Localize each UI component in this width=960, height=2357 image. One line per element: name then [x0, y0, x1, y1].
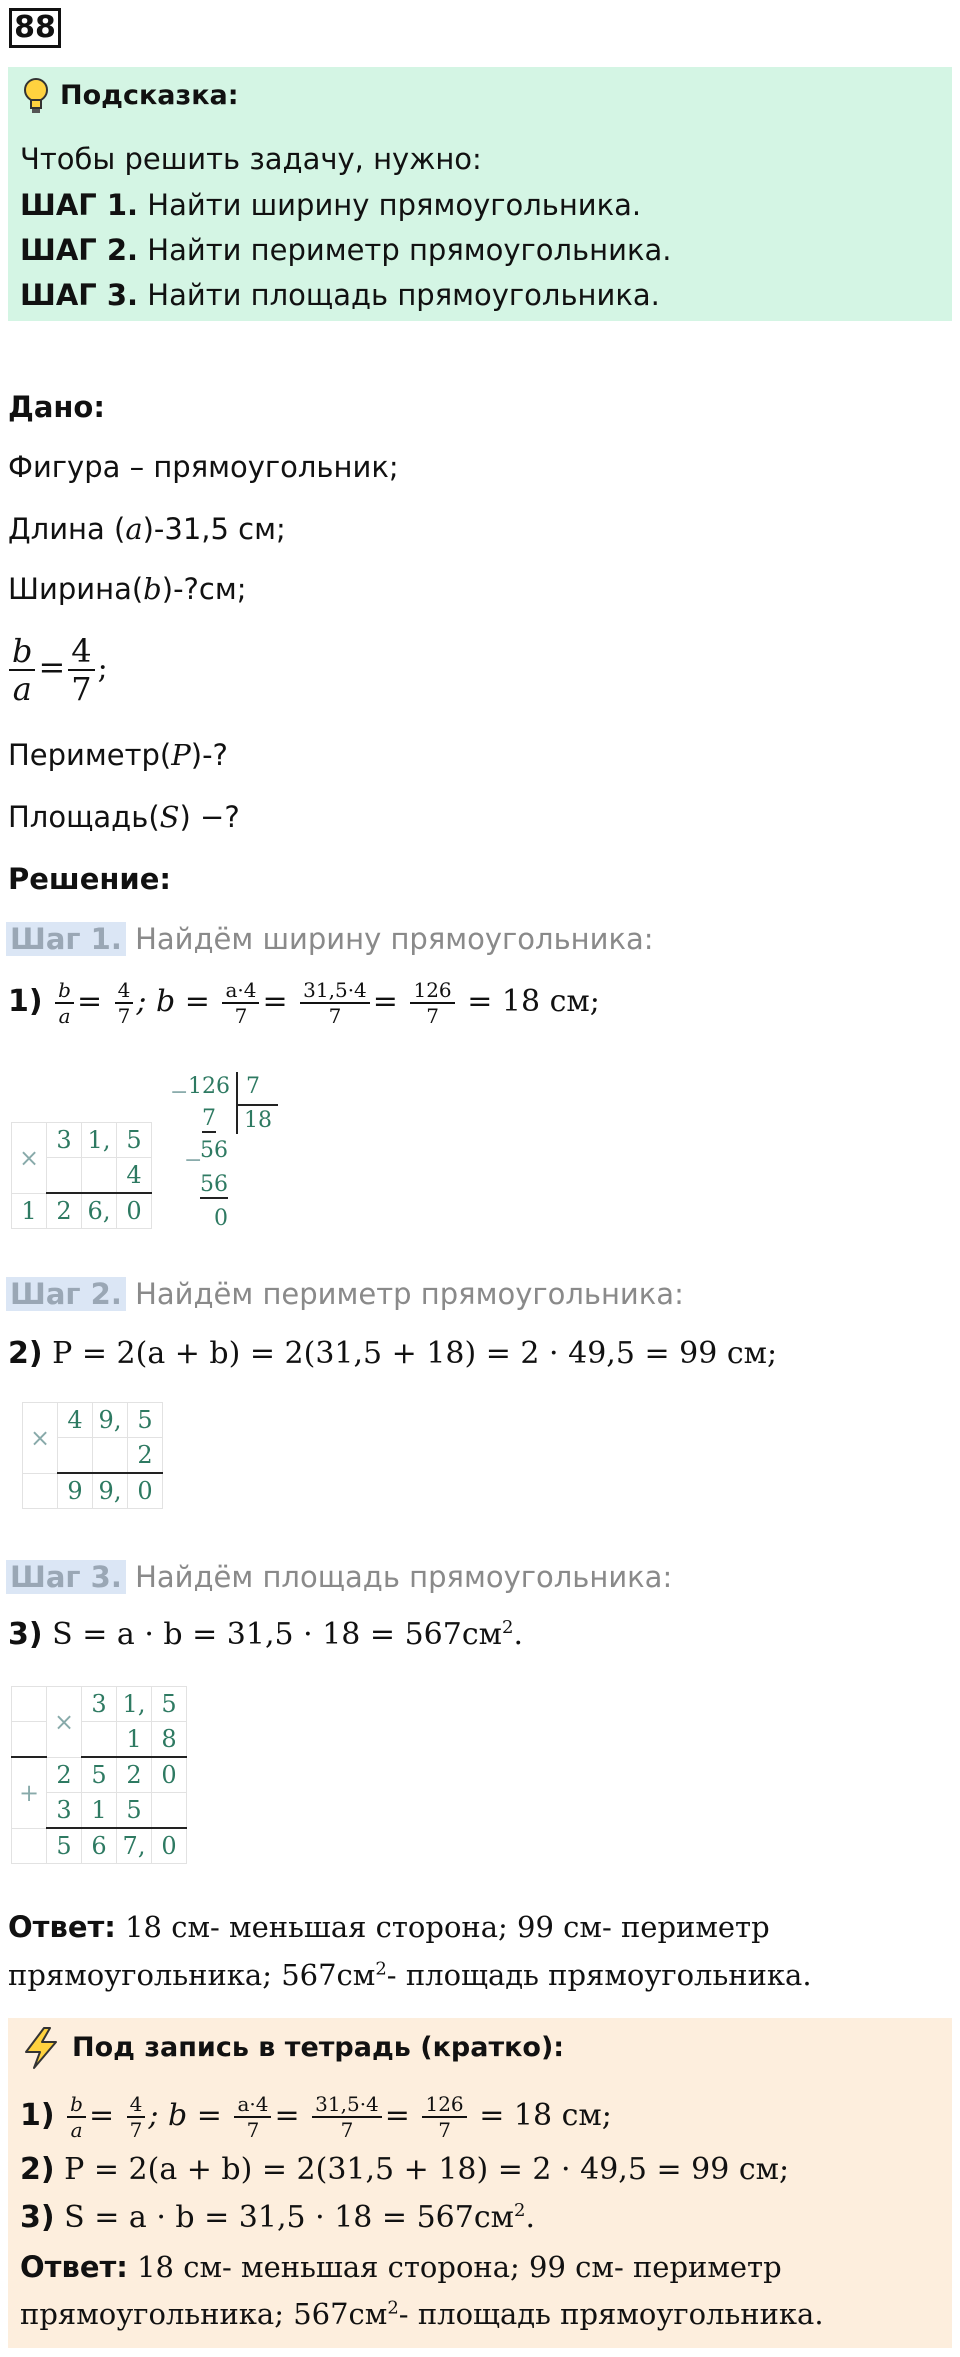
frac-den: a	[70, 2118, 83, 2142]
ratio-left	[9, 632, 35, 708]
equation-1: 1) $\frac{b}{a}$ = $\frac{4}{7}$ ; b = $\frac{a\cdot 4}{7}$ = $\frac{31,5\cdot 4}{7}$ = $\frac{126}{7}$ = 18 см;	[8, 978, 600, 1028]
calc-cell: 8	[152, 1722, 187, 1758]
calc-cell: 2	[47, 1193, 82, 1229]
calc-cell: 9,	[93, 1473, 128, 1509]
step-text: Найдём площадь прямоугольника:	[135, 1560, 673, 1594]
calc-cell: 0	[117, 1193, 152, 1229]
calc-cell: 3	[47, 1123, 82, 1158]
hint-step-label: ШАГ 3.	[20, 278, 139, 312]
calc-cell: 3	[47, 1793, 82, 1829]
frac-num: 126	[410, 980, 454, 1004]
calc-cell: 6	[82, 1828, 117, 1864]
answer-line-2	[8, 1958, 812, 1992]
div-divisor: 7	[246, 1074, 260, 1099]
div-minus: −	[184, 1148, 203, 1173]
calc-cell: 9	[58, 1473, 93, 1509]
answer-line-1	[8, 1910, 770, 1944]
given-width-var: b	[143, 572, 162, 606]
notebook-answer-2	[20, 2297, 824, 2331]
step-label: Шаг 1.	[6, 922, 126, 956]
frac-num: a·4	[234, 2094, 271, 2118]
div-rule	[238, 1104, 278, 1106]
answer-sup: 2	[375, 1958, 387, 1980]
hint-step-text: Найти площадь прямоугольника.	[147, 278, 660, 312]
answer-label: Ответ:	[8, 1910, 116, 1944]
frac-num: a·4	[222, 980, 259, 1004]
calc-cell: 0	[128, 1473, 163, 1509]
given-width-label: Ширина(	[8, 572, 144, 606]
given-perimeter	[8, 738, 228, 772]
eq1-result: = 18 см;	[479, 2098, 612, 2133]
calc-cell: 3	[82, 1687, 117, 1722]
answer-text: прямоугольника; 567см	[8, 1958, 376, 1992]
eq1-mid: ; b =	[136, 984, 210, 1019]
hint-step-3	[20, 278, 660, 312]
calc-cell: 7,	[117, 1828, 152, 1864]
div-bar	[236, 1072, 238, 1134]
calc-cell	[12, 1722, 47, 1758]
given-length-var: a	[125, 512, 143, 546]
notebook-answer-1	[20, 2250, 782, 2284]
step-label: Шаг 2.	[6, 1277, 126, 1311]
frac-num: 31,5·4	[312, 2094, 382, 2118]
eq-number: 3)	[8, 1617, 43, 1652]
ratio-end: ;	[97, 651, 108, 686]
given-width	[8, 572, 247, 606]
eq3-sup: 2	[502, 1617, 514, 1638]
calc-cell	[23, 1473, 58, 1509]
frac-den: 7	[234, 1004, 248, 1028]
hint-intro: Чтобы решить задачу, нужно:	[20, 142, 482, 176]
frac-num: b	[55, 980, 74, 1004]
given-length-value: )-31,5 см;	[142, 512, 286, 546]
given-figure: Фигура – прямоугольник;	[8, 450, 399, 484]
ratio-den: a	[12, 670, 32, 708]
given-perimeter-value: )-?	[190, 738, 228, 772]
frac-den: 7	[438, 2118, 451, 2142]
calc-op: ×	[12, 1123, 47, 1194]
div-minus: −	[170, 1080, 189, 1105]
given-width-value: )-?см;	[161, 572, 247, 606]
frac-den: 7	[129, 2118, 143, 2142]
given-area-label: Площадь(	[8, 800, 160, 834]
calc-cell: 0	[152, 1828, 187, 1864]
frac-den: a	[58, 1004, 71, 1028]
task-number: 88	[9, 8, 61, 48]
calc-cell	[58, 1438, 93, 1474]
eq-number: 3)	[20, 2200, 55, 2235]
calc-cell: 2	[47, 1757, 82, 1793]
eq2-text: P = 2(a + b) = 2(31,5 + 18) = 2 · 49,5 = 99 см;	[52, 1336, 778, 1371]
calc-cell: 4	[117, 1158, 152, 1194]
eq3-end: .	[513, 1617, 523, 1652]
calc-cell: 9,	[93, 1403, 128, 1438]
eq3-text: S = a · b = 31,5 · 18 = 567см	[64, 2200, 514, 2235]
calc-cell	[47, 1158, 82, 1194]
given-area-value: ) −?	[179, 800, 240, 834]
calc-cell: 5	[152, 1687, 187, 1722]
ratio-right	[68, 632, 94, 708]
calc-cell: 1,	[82, 1123, 117, 1158]
calc-mult-3	[11, 1686, 187, 1864]
frac-b-a	[67, 2094, 86, 2140]
frac-den: 7	[426, 1004, 439, 1028]
frac-den: 7	[328, 1004, 342, 1028]
lightning-icon	[20, 2026, 62, 2070]
hint-step-text: Найти ширину прямоугольника.	[147, 188, 642, 222]
calc-cell: 1	[117, 1722, 152, 1758]
equation-2	[8, 1336, 777, 1371]
notebook-eq-1: 1) $\frac{b}{a}$ = $\frac{4}{7}$ ; b = $\frac{a\cdot 4}{7}$ = $\frac{31,5\cdot 4}{7}$ = $\frac{126}{7}$ = 18 см;	[20, 2092, 612, 2142]
calc-cell: 4	[58, 1403, 93, 1438]
div-quotient: 18	[244, 1108, 272, 1133]
step1-heading	[6, 922, 654, 956]
given-area-var: S	[159, 800, 180, 834]
div-sub-2: 56	[200, 1172, 228, 1197]
lightbulb-icon	[22, 76, 50, 116]
answer-text: 18 см- меньшая сторона; 99 см- периметр	[137, 2250, 782, 2284]
calc-cell: 6,	[82, 1193, 117, 1229]
calc-cell	[82, 1722, 117, 1758]
div-dividend: 126	[188, 1074, 230, 1099]
frac-num: 126	[422, 2094, 466, 2118]
calc-cell	[12, 1687, 47, 1722]
eq1-result: = 18 см;	[467, 984, 600, 1019]
equation-3	[8, 1617, 523, 1652]
hint-step-2	[20, 233, 671, 267]
calc-cell	[82, 1158, 117, 1194]
step2-heading	[6, 1277, 684, 1311]
hint-step-label: ШАГ 2.	[20, 233, 139, 267]
given-title: Дано:	[8, 390, 105, 424]
answer-text: 18 см- меньшая сторона; 99 см- периметр	[125, 1910, 770, 1944]
frac-a4-7	[234, 2094, 271, 2140]
eq2-text: P = 2(a + b) = 2(31,5 + 18) = 2 · 49,5 = 99 см;	[64, 2152, 790, 2187]
eq-number: 1)	[8, 984, 43, 1019]
frac-den: 7	[340, 2118, 354, 2142]
ratio-num: 4	[68, 635, 94, 671]
frac-126-7	[422, 2094, 466, 2140]
frac-4-7	[127, 2094, 146, 2140]
calc-op: ×	[47, 1687, 82, 1758]
frac-num: 31,5·4	[300, 980, 370, 1004]
calc-cell: 5	[117, 1123, 152, 1158]
given-length-label: Длина (	[8, 512, 126, 546]
frac-num: b	[67, 2094, 86, 2118]
calc-cell	[152, 1793, 187, 1829]
eq-number: 2)	[20, 2152, 55, 2187]
answer-sup: 2	[387, 2297, 399, 2319]
frac-den: 7	[246, 2118, 260, 2142]
div-sub-1: 7	[202, 1106, 216, 1131]
hint-step-label: ШАГ 1.	[20, 188, 139, 222]
frac-num: 4	[127, 2094, 146, 2118]
eq-number: 2)	[8, 1336, 43, 1371]
calc-op: ×	[23, 1403, 58, 1474]
frac-4-7	[115, 980, 134, 1026]
solution-title: Решение:	[8, 862, 172, 896]
hint-step-text: Найти периметр прямоугольника.	[147, 233, 672, 267]
calc-cell: 1	[12, 1193, 47, 1229]
div-rem-1: 56	[200, 1138, 228, 1163]
frac-a4-7	[222, 980, 259, 1026]
answer-text: прямоугольника; 567см	[20, 2297, 388, 2331]
given-area	[8, 800, 240, 834]
calc-mult-2	[22, 1402, 163, 1509]
eq3-end: .	[525, 2200, 535, 2235]
calc-cell: 5	[47, 1828, 82, 1864]
calc-cell: 5	[82, 1757, 117, 1793]
answer-label: Ответ:	[20, 2250, 128, 2284]
calc-cell: 5	[128, 1403, 163, 1438]
given-perimeter-var: P	[171, 738, 191, 772]
eq1-mid: ; b =	[148, 2098, 222, 2133]
given-perimeter-label: Периметр(	[8, 738, 172, 772]
eq-number: 1)	[20, 2098, 55, 2133]
eq3-sup: 2	[514, 2200, 526, 2221]
calc-cell: 2	[117, 1757, 152, 1793]
given-length	[8, 512, 286, 546]
calc-mult-1	[11, 1122, 152, 1229]
div-remainder: 0	[214, 1206, 228, 1231]
ratio-num: b	[9, 635, 35, 671]
step-label: Шаг 3.	[6, 1560, 126, 1594]
step-text: Найдём периметр прямоугольника:	[135, 1277, 684, 1311]
answer-text: - площадь прямоугольника.	[386, 1958, 812, 1992]
hint-title: Подсказка:	[60, 80, 239, 111]
eq3-text: S = a · b = 31,5 · 18 = 567см	[52, 1617, 502, 1652]
calc-cell: 2	[128, 1438, 163, 1474]
answer-text: - площадь прямоугольника.	[398, 2297, 824, 2331]
frac-315-7	[312, 2094, 382, 2140]
calc-cell	[12, 1828, 47, 1864]
hint-step-1	[20, 188, 641, 222]
calc-cell: 0	[152, 1757, 187, 1793]
calc-op: +	[12, 1757, 47, 1828]
calc-division	[170, 1072, 290, 1242]
calc-cell: 5	[117, 1793, 152, 1829]
step-text: Найдём ширину прямоугольника:	[135, 922, 654, 956]
calc-cell: 1,	[117, 1687, 152, 1722]
given-ratio: $\frac{b}{a}$ = $\frac{4}{7}$ ;	[6, 635, 108, 705]
frac-315-7	[300, 980, 370, 1026]
frac-b-a	[55, 980, 74, 1026]
step3-heading	[6, 1560, 672, 1594]
notebook-title: Под запись в тетрадь (кратко):	[72, 2032, 565, 2063]
frac-num: 4	[115, 980, 134, 1004]
calc-cell	[93, 1438, 128, 1474]
notebook-eq-3	[20, 2200, 535, 2235]
ratio-den: 7	[71, 670, 92, 708]
frac-den: 7	[117, 1004, 131, 1028]
frac-126-7	[410, 980, 454, 1026]
notebook-eq-2	[20, 2152, 789, 2187]
calc-cell: 1	[82, 1793, 117, 1829]
